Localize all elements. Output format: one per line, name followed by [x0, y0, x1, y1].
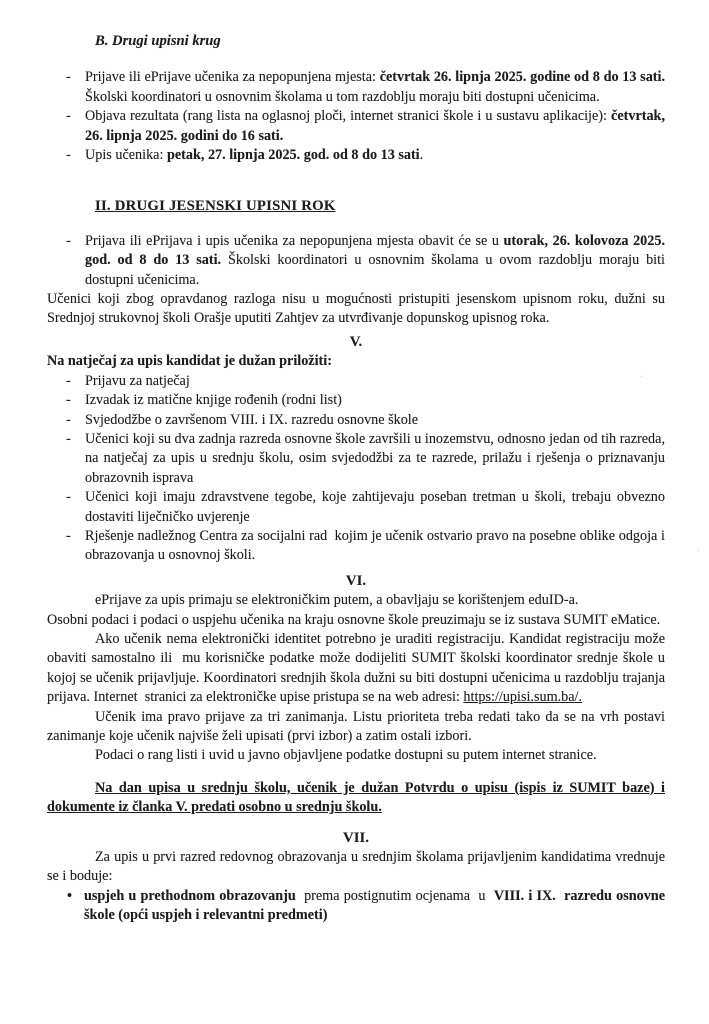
section-vi-paragraph-2: Osobni podaci i podaci o uspjehu učenika na kraju osnovne škole preuzimaju se iz sustava SUMIT eMatice.	[47, 611, 661, 628]
section-vii-paragraph: Za upis u prvi razred redovnog obrazovanja u srednjim školama prijavljenim kandidatima vrednuje se i boduje:	[47, 849, 665, 885]
section-vi-paragraph-1: ePrijave za upis primaju se elektroničkim putem, a obavljaju se korištenjem eduID-a.	[95, 592, 579, 609]
list-item	[47, 372, 665, 391]
dash-marker: -	[66, 392, 71, 409]
dash-marker: -	[66, 527, 71, 544]
list-item-text: Izvadak iz matične knjige rođenih (rodni list)	[85, 392, 342, 409]
list-item-text	[85, 107, 665, 146]
text-run: Objava rezultata (rang lista na oglasnoj ploči, internet stranici škole i u sustavu aplikacije):	[85, 108, 612, 125]
dash-marker: -	[66, 232, 71, 249]
section-vi-paragraph-5: Podaci o rang listi i uvid u javno objavljene podatke dostupni su putem internet stranice.	[95, 747, 597, 764]
text-run: Školski koordinatori u osnovnim školama u tom razdoblju moraju biti dostupni učenicima.	[85, 88, 600, 105]
text-run: Prijave ili ePrijave učenika za nepopunjena mjesta:	[85, 69, 380, 86]
text-run: Prijava ili ePrijava i upis učenika za nepopunjena mjesta obavit će se u	[85, 232, 504, 249]
section-ii-paragraph: Učenici koji zbog opravdanog razloga nisu u mogućnosti pristupiti jesenskom upisnom roku, dužni su Srednjoj strukovnoj školi Orašje uputiti Zahtjev za utvrđivanje dopunskog upisnog roka.	[47, 291, 665, 327]
scan-artifact: ·	[637, 370, 645, 384]
dash-marker: -	[66, 147, 71, 164]
dash-marker: -	[66, 489, 71, 506]
section-v-list	[47, 372, 665, 566]
list-item-text: Učenici koji su dva zadnja razreda osnovne škole završili u inozemstvu, odnosno jedan od tih razreda, na natječaj za upis u srednju školu, osim svjedodžbi za te razrede, prilažu i rješenja o priznavanju obrazovnih isprava	[85, 430, 665, 486]
bullet-marker: •	[67, 887, 72, 904]
section-b-heading: B. Drugi upisni krug	[95, 33, 221, 49]
dash-marker: -	[66, 69, 71, 86]
list-item-text	[85, 68, 665, 107]
text-run: Ako učenik nema elektronički identitet potrebno je uraditi registraciju. Kandidat registraciju može obaviti samostalno ili mu korisničke podatke može dodijeliti SUMIT školski koordinator srednje škole u kojoj se učenik prijavljuje. Koordinatori srednjih škola dužni su biti dostupni učenicima u razdoblju trajanja prijava. Internet stranici za elektroničke upise pristupa se na web adresi:	[47, 630, 665, 706]
list-item-text: Rješenje nadležnog Centra za socijalni rad kojim je učenik ostvario pravo na posebne oblike odgoja i obrazovanja u osnovnoj školi.	[85, 527, 665, 564]
text-run: Upis učenika:	[85, 147, 167, 164]
list-item-text: Svjedodžbe o završenom VIII. i IX. razredu osnovne škole	[85, 411, 419, 428]
list-item	[47, 411, 665, 430]
bold-run: uspjeh u prethodnom obrazovanju	[84, 887, 296, 904]
bold-date-run: četvrtak, 26. lipnja 2025. godini do 16 sati.	[85, 108, 665, 144]
dash-marker: -	[66, 411, 71, 428]
text-run: prema postignutim ocjenama u	[295, 887, 494, 904]
dash-marker: -	[66, 430, 71, 447]
bold-date-run: četvrtak 26. lipnja 2025. godine od 8 do 13 sati.	[379, 69, 666, 86]
dash-marker: -	[66, 372, 71, 389]
list-item-text	[84, 887, 665, 926]
section-vii-list	[47, 887, 665, 926]
list-item	[47, 887, 665, 926]
list-item	[47, 68, 665, 107]
text-run: .	[419, 147, 424, 164]
section-v-number: V.	[349, 333, 363, 350]
section-b-list	[47, 68, 665, 165]
section-ii-heading: II. DRUGI JESENSKI UPISNI ROK	[95, 198, 336, 215]
bold-date-run: utorak, 26. kolovoza 2025. god. od 8 do 13 sati.	[85, 232, 665, 269]
list-item	[47, 527, 665, 566]
enrollment-day-notice: Na dan upisa u srednju školu, učenik je dužan Potvrdu o upisu (ispis iz SUMIT baze) i dokumente iz članka V. predati osobno u srednju školu.	[47, 779, 665, 816]
upisi-link[interactable]: https://upisi.sum.ba/.	[463, 689, 583, 706]
section-vi-paragraph-4: Učenik ima pravo prijave za tri zanimanja. Listu prioriteta treba redati tako da se na vrh postavi zanimanje koje učenik najviše želi upisati (prvi izbor) a zatim ostali izbori.	[47, 708, 665, 744]
section-vi-number: VI.	[345, 572, 367, 589]
bold-date-run: petak, 27. lipnja 2025. god. od 8 do 13 sati	[166, 147, 420, 164]
list-item	[47, 488, 665, 527]
section-vi-paragraph-3	[47, 630, 665, 708]
list-item-text	[85, 232, 665, 290]
section-v-intro: Na natječaj za upis kandidat je dužan priložiti:	[47, 353, 332, 370]
list-item	[47, 232, 665, 290]
bold-run: VIII. i IX. razredu osnovne škole (opći uspjeh i relevantni predmeti)	[84, 887, 665, 924]
list-item-text: Prijavu za natječaj	[85, 372, 190, 389]
list-item	[47, 146, 665, 165]
list-item	[47, 391, 665, 410]
list-item-text: Učenici koji imaju zdravstvene tegobe, koje zahtijevaju poseban tretman u školi, trebaju obvezno dostaviti liječničko uvjerenje	[85, 489, 665, 525]
list-item	[47, 107, 665, 146]
scan-artifact: ·	[695, 544, 703, 558]
section-vii-number: VII.	[343, 829, 369, 846]
list-item	[47, 430, 665, 488]
text-run: Školski koordinatori u osnovnim školama u ovom razdoblju moraju biti dostupni učenicima.	[85, 252, 665, 288]
list-item-text	[85, 146, 665, 165]
dash-marker: -	[66, 108, 71, 125]
section-ii-list	[47, 232, 665, 290]
